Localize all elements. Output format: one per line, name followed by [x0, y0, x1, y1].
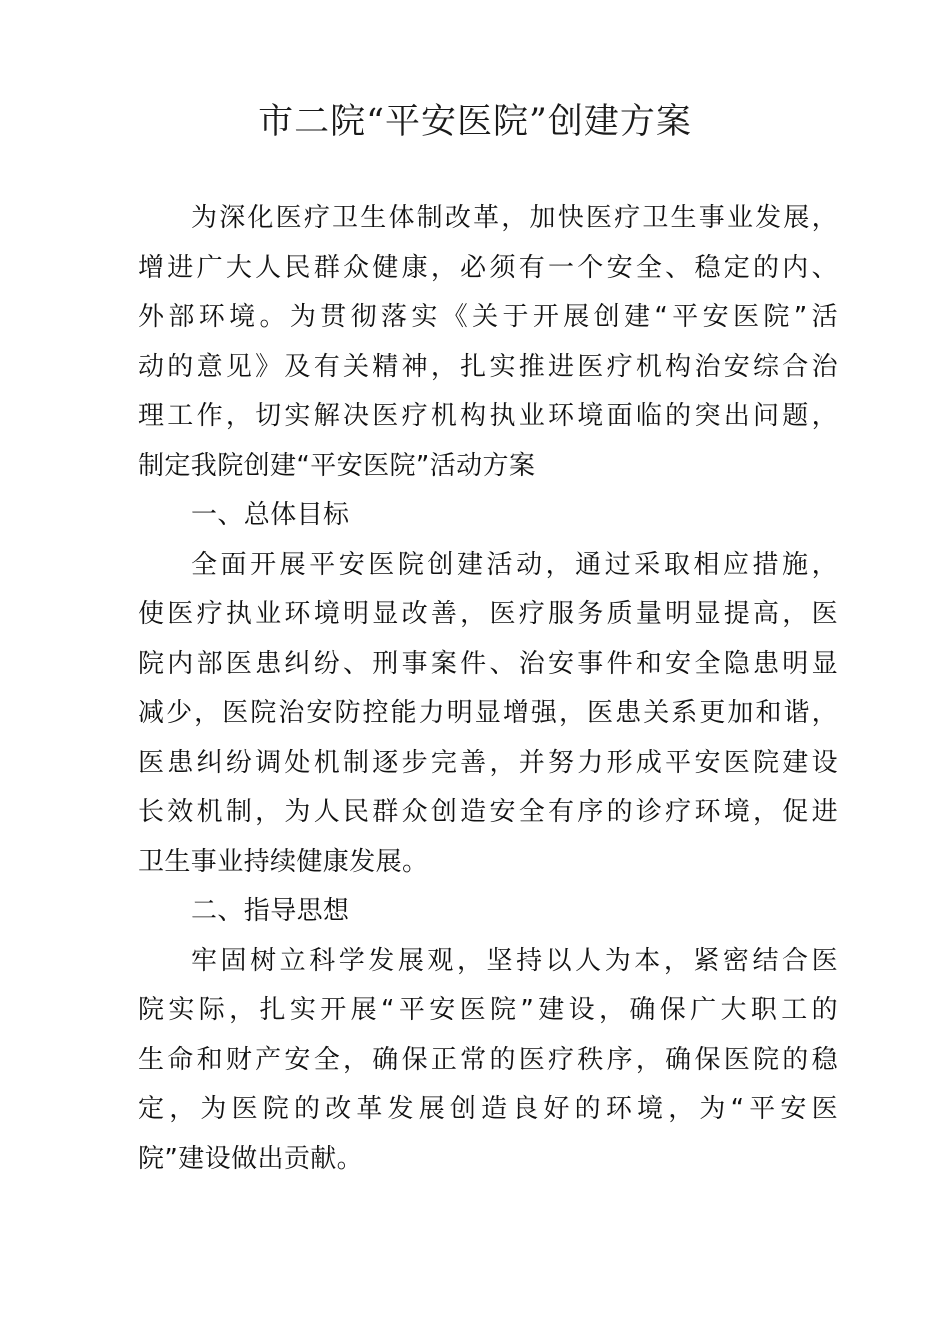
- text-line: 制定我院创建“平安医院”活动方案: [138, 450, 536, 481]
- text-line: 长效机制，为人民群众创造安全有序的诊疗环境，促进: [138, 797, 838, 827]
- text-line: 二、指导思想: [191, 896, 350, 926]
- document-title: 市二院“平安医院”创建方案: [258, 102, 692, 142]
- text-line: 医患纠纷调处机制逐步完善，并努力形成平安医院建设: [138, 747, 838, 778]
- document-body: [138, 194, 838, 1184]
- text-line: 增进广大人民群众健康，必须有一个安全、稳定的内、: [138, 252, 838, 283]
- text-line: 卫生事业持续健康发展。: [138, 846, 429, 877]
- text-line: 为深化医疗卫生体制改革，加快医疗卫生事业发展，: [191, 203, 838, 233]
- text-line: 院实际，扎实开展“平安医院”建设，确保广大职工的: [138, 995, 838, 1025]
- text-line: 生命和财产安全，确保正常的医疗秩序，确保医院的稳: [138, 1044, 838, 1075]
- text-line: 定，为医院的改革发展创造良好的环境，为“平安医: [138, 1094, 838, 1124]
- text-line: 牢固树立科学发展观，坚持以人为本，紧密结合医: [191, 945, 838, 976]
- text-line: 使医疗执业环境明显改善，医疗服务质量明显提高，医: [138, 599, 838, 629]
- text-line: 院内部医患纠纷、刑事案件、治安事件和安全隐患明显: [138, 648, 838, 679]
- text-line: 动的意见》及有关精神，扎实推进医疗机构治安综合治: [138, 351, 838, 382]
- text-line: 一、总体目标: [191, 500, 350, 530]
- text-line: 全面开展平安医院创建活动，通过采取相应措施，: [191, 549, 838, 580]
- text-line: 外部环境。为贯彻落实《关于开展创建“平安医院”活: [138, 302, 838, 332]
- text-line: 理工作，切实解决医疗机构执业环境面临的突出问题，: [138, 401, 838, 431]
- text-line: 减少，医院治安防控能力明显增强，医患关系更加和谐，: [138, 698, 838, 728]
- text-line: 院”建设做出贡献。: [138, 1143, 364, 1174]
